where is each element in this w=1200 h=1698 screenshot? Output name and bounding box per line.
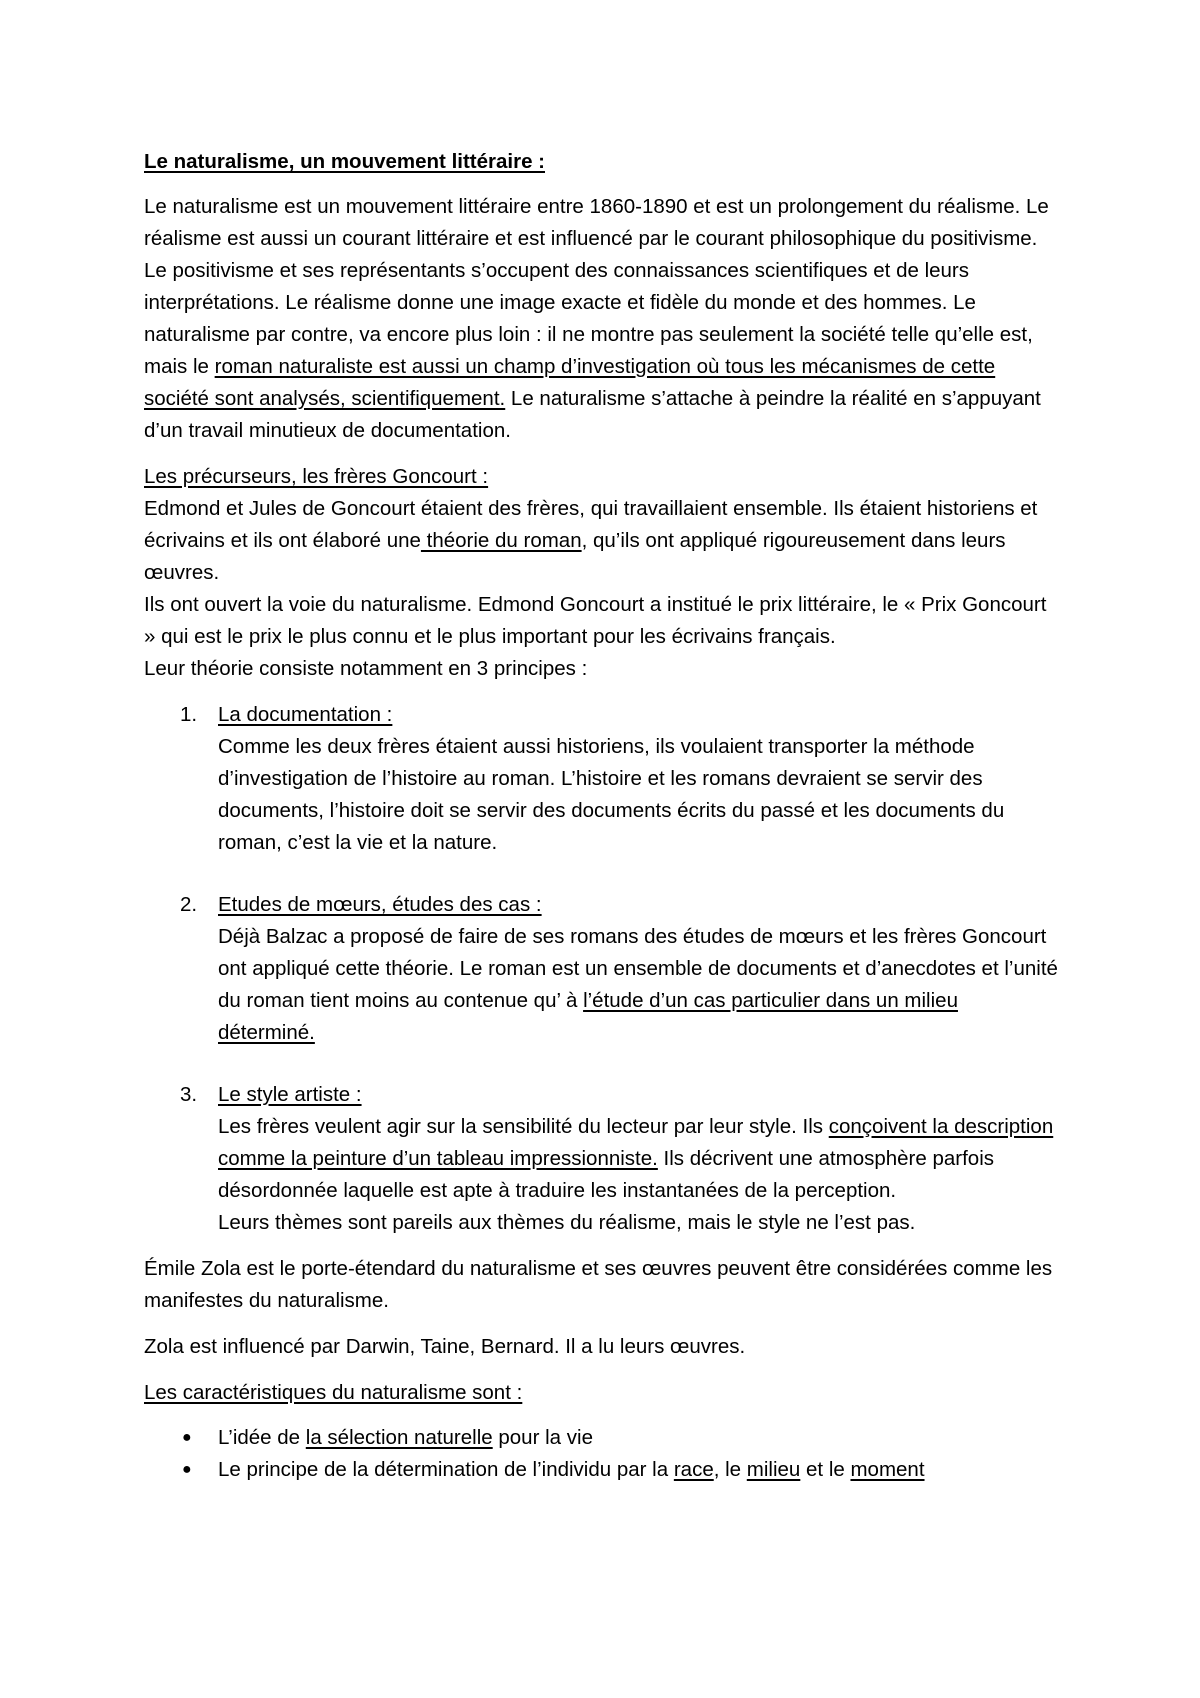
item-text-a: Le principe de la détermination de l’individu par la — [218, 1458, 674, 1481]
item-underlined-milieu: milieu — [746, 1458, 801, 1481]
caracteristiques-list — [144, 1422, 1060, 1486]
bullet-icon: ● — [182, 1429, 192, 1446]
principle-title-text: Etudes de mœurs, études des cas : — [218, 893, 542, 916]
bullet-icon: ● — [182, 1461, 192, 1478]
intro-text-a: Le naturalisme est un mouvement littéraire entre 1860-1890 et est un prolongement du réalisme. Le réalisme est aussi un courant littéraire et est influencé par le courant philosophique du positivisme. Le positivisme et ses représentants s’occupent des connaissances scientifiques et de leurs interprétations. Le réalisme donne une image exacte et fidèle du monde et des hommes. Le naturalisme par contre, va encore plus loin : il ne montre pas seulement la société telle qu’elle est, mais le — [144, 195, 1049, 378]
caracteristiques-heading-text: Les caractéristiques du naturalisme sont : — [144, 1381, 523, 1404]
principle-text-a: Déjà Balzac a proposé de faire de ses romans des études de mœurs et les frères Goncourt ont appliqué cette théorie. Le roman est un ensemble de documents et d’anecdotes et l’unité du roman tient moins au contenue qu’ à — [218, 925, 1058, 1012]
goncourt-underlined-text: théorie du roman — [420, 529, 582, 552]
principle-underlined-text: l’étude d’un cas particulier dans un milieu déterminé. — [218, 989, 958, 1044]
goncourt-text-b: , qu’ils ont appliqué rigoureusement dans leurs œuvres. — [144, 529, 1006, 584]
principle-title — [218, 699, 1060, 731]
list-item-determination — [144, 1454, 1060, 1486]
zola-paragraph-2: Zola est influencé par Darwin, Taine, Bernard. Il a lu leurs œuvres. — [144, 1335, 746, 1358]
list-item-selection — [144, 1422, 1060, 1454]
goncourt-paragraph-3: Leur théorie consiste notamment en 3 principes : — [144, 657, 588, 680]
section-heading-caracteristiques — [144, 1377, 1060, 1409]
item-text-a: L’idée de — [218, 1426, 306, 1449]
zola-paragraph-1: Émile Zola est le porte-étendard du naturalisme et ses œuvres peuvent être considérées comme les manifestes du naturalisme. — [144, 1257, 1053, 1312]
section-heading-goncourt — [144, 461, 1060, 493]
goncourt-text-a: Edmond et Jules de Goncourt étaient des frères, qui travaillaient ensemble. Ils étaient historiens et écrivains et ils ont élaboré une — [144, 497, 1038, 552]
intro-paragraph — [144, 191, 1060, 447]
principle-underlined-text: conçoivent la description comme la peinture d’un tableau impressionniste. — [218, 1115, 1054, 1170]
goncourt-paragraph-2: Ils ont ouvert la voie du naturalisme. Edmond Goncourt a institué le prix littéraire, le « Prix Goncourt » qui est le prix le plus connu et le plus important pour les écrivains français. — [144, 593, 1047, 648]
principle-text-a: Les frères veulent agir sur la sensibilité du lecteur par leur style. Ils — [218, 1115, 829, 1138]
principle-title — [218, 1079, 1060, 1111]
intro-text-b: Le naturalisme s’attache à peindre la réalité en s’appuyant d’un travail minutieux de documentation. — [144, 387, 1041, 442]
item-text-sep-1: , le — [713, 1458, 747, 1481]
principle-text — [218, 921, 1060, 1049]
principle-item-etudes — [144, 889, 1060, 1049]
item-underlined-race: race — [673, 1458, 714, 1481]
principle-title-text: La documentation : — [218, 703, 393, 726]
section-heading-naturalisme: Le naturalisme, un mouvement littéraire : — [144, 150, 545, 173]
item-underlined-text: la sélection naturelle — [305, 1426, 493, 1449]
goncourt-heading-text: Les précurseurs, les frères Goncourt : — [144, 465, 489, 488]
list-number: 1. — [180, 703, 198, 726]
list-number: 3. — [180, 1083, 198, 1106]
principle-item-documentation — [144, 699, 1060, 859]
principles-list — [144, 699, 1060, 1239]
principle-text-a: Comme les deux frères étaient aussi historiens, ils voulaient transporter la méthode d’investigation de l’histoire au roman. L’histoire et les romans devraient se servir des documents, l’histoire doit se servir des documents écrits du passé et les documents du roman, c’est la vie et la nature. — [218, 735, 1005, 854]
principle-extra-text: Leurs thèmes sont pareils aux thèmes du réalisme, mais le style ne l’est pas. — [218, 1211, 916, 1234]
item-text-b: pour la vie — [492, 1426, 593, 1449]
principle-text — [218, 731, 1060, 859]
item-text-sep-2: et le — [800, 1458, 851, 1481]
intro-underlined-text: roman naturaliste est aussi un champ d’investigation où tous les mécanismes de cette société sont analysés, scientifiquement. — [144, 355, 996, 410]
principle-item-style — [144, 1079, 1060, 1239]
list-number: 2. — [180, 893, 198, 916]
principle-text — [218, 1111, 1060, 1207]
principle-title-text: Le style artiste : — [218, 1083, 362, 1106]
item-underlined-moment: moment — [850, 1458, 925, 1481]
goncourt-paragraph-1 — [144, 493, 1060, 589]
principle-text-b: Ils décrivent une atmosphère parfois désordonnée laquelle est apte à traduire les instantanées de la perception. — [218, 1147, 995, 1202]
principle-title — [218, 889, 1060, 921]
